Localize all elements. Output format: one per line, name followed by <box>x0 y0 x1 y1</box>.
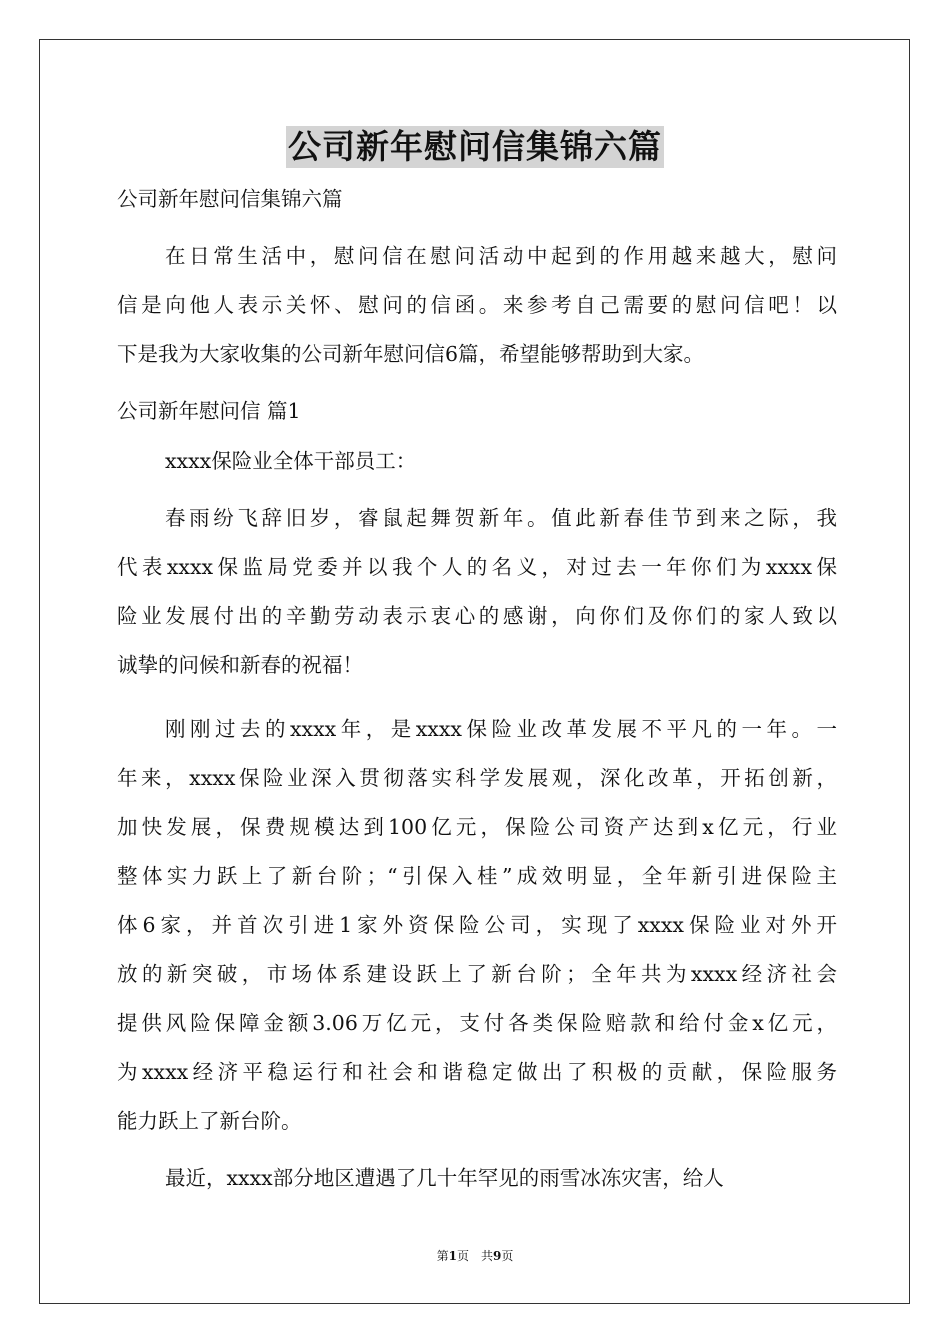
document-body <box>117 182 837 1196</box>
text-line: 能力跃上了新台阶。 <box>117 1109 302 1133</box>
footer-suffix: 页 <box>501 1249 514 1263</box>
text-line: 提供风险保障金额3.06万亿元，支付各类保险赔款和给付金x亿元， <box>117 1011 837 1035</box>
text-line: 为xxxx经济平稳运行和社会和谐稳定做出了积极的贡献，保险服务 <box>117 1060 837 1084</box>
paragraph <box>117 182 837 217</box>
page-footer <box>0 1248 950 1264</box>
text-line: 春雨纷飞辞旧岁，睿鼠起舞贺新年。值此新春佳节到来之际，我 <box>165 506 837 530</box>
footer-mid: 页 共 <box>456 1249 493 1263</box>
text-line: 公司新年慰问信集锦六篇 <box>117 187 343 211</box>
footer-prefix: 第 <box>436 1249 449 1263</box>
text-line: xxxx保险业全体干部员工： <box>165 449 417 473</box>
text-line: 放的新突破，市场体系建设跃上了新台阶；全年共为xxxx经济社会 <box>117 962 837 986</box>
footer-total-pages: 9 <box>493 1249 502 1263</box>
text-line: 代表xxxx保监局党委并以我个人的名义，对过去一年你们为xxxx保 <box>117 555 837 579</box>
text-line: 公司新年慰问信 篇1 <box>117 399 301 423</box>
text-line: 险业发展付出的辛勤劳动表示衷心的感谢，向你们及你们的家人致以 <box>117 604 837 628</box>
paragraph <box>117 1161 837 1196</box>
text-line: 下是我为大家收集的公司新年慰问信6篇，希望能够帮助到大家。 <box>117 342 705 366</box>
text-line: 年来，xxxx保险业深入贯彻落实科学发展观，深化改革，开拓创新， <box>117 766 837 790</box>
text-line: 诚挚的问候和新春的祝福！ <box>117 653 363 677</box>
document-title-text: 公司新年慰问信集锦六篇 <box>288 127 662 166</box>
text-line: 整体实力跃上了新台阶；“引保入桂”成效明显，全年新引进保险主 <box>117 864 837 888</box>
paragraph <box>117 705 837 1146</box>
text-line: 加快发展，保费规模达到100亿元，保险公司资产达到x亿元，行业 <box>117 815 837 839</box>
text-line: 最近，xxxx部分地区遭遇了几十年罕见的雨雪冰冻灾害，给人 <box>165 1166 724 1190</box>
footer-page-number: 1 <box>448 1249 457 1263</box>
paragraph <box>117 232 837 379</box>
paragraph <box>117 394 837 429</box>
text-line: 体6家，并首次引进1家外资保险公司，实现了xxxx保险业对外开 <box>117 913 837 937</box>
text-line: 信是向他人表示关怀、慰问的信函。来参考自己需要的慰问信吧！以 <box>117 293 837 317</box>
paragraph <box>117 494 837 690</box>
text-line: 在日常生活中，慰问信在慰问活动中起到的作用越来越大，慰问 <box>165 244 837 268</box>
paragraph <box>117 444 837 479</box>
document-title <box>0 126 950 168</box>
text-line: 刚刚过去的xxxx年，是xxxx保险业改革发展不平凡的一年。一 <box>165 717 837 741</box>
